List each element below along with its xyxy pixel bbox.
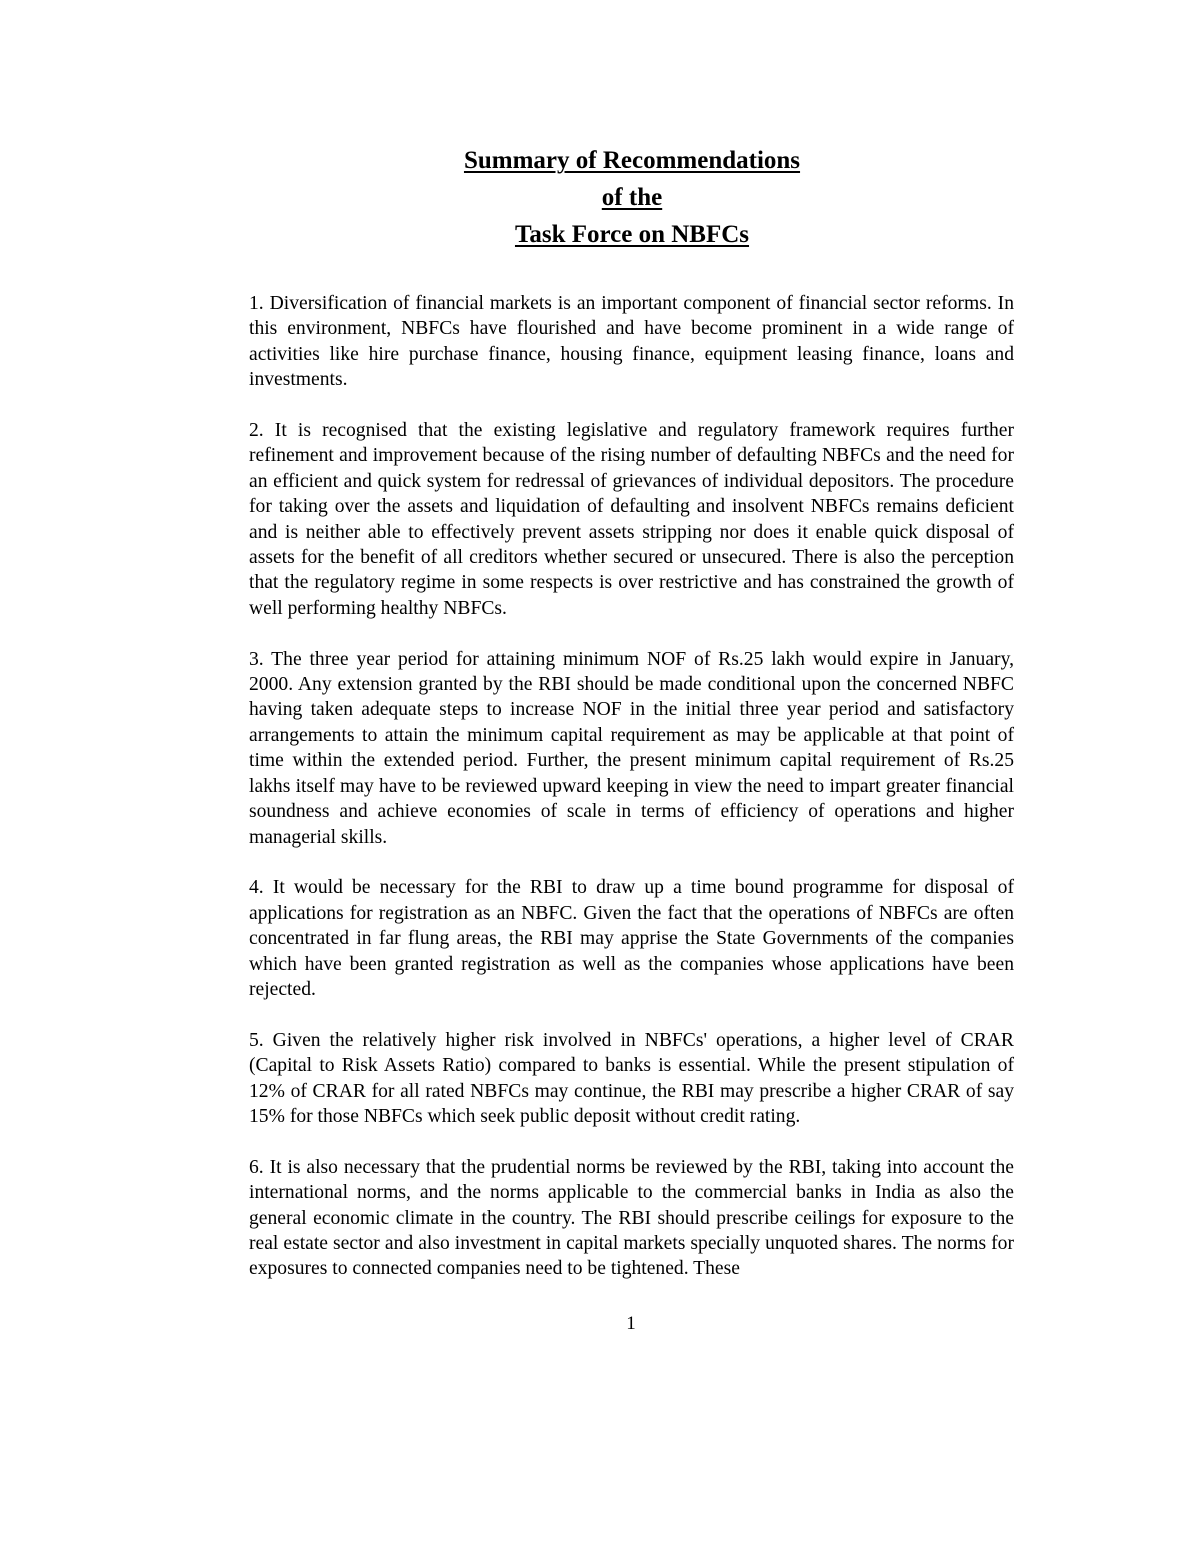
title-line-2 (0, 179, 1200, 216)
title-line-3-text: Task Force on NBFCs (514, 221, 750, 248)
document-title (0, 142, 1200, 253)
title-line-1 (0, 142, 1200, 179)
page-number: 1 (626, 1313, 636, 1334)
paragraph-4: 4. It would be necessary for the RBI to draw up a time bound programme for disposal of applications for registration as an NBFC. Given the fact that the operations of NBFCs are often concentrated in far flung areas, the RBI may apprise the State Governments of the companies which have been granted registration as well as the companies whose applications have been rejected. (249, 877, 1014, 1000)
paragraph-5: 5. Given the relatively higher risk involved in NBFCs' operations, a higher level of CRAR (Capital to Risk Assets Ratio) compared to banks is essential. While the present stipulation of 12% of CRAR for all rated NBFCs may continue, the RBI may prescribe a higher CRAR of say 15% for those NBFCs which seek public deposit without credit rating. (249, 1029, 1014, 1127)
title-line-1-text: Summary of Recommendations (463, 147, 801, 174)
paragraph-1: 1. Diversification of financial markets is an important component of financial sector reforms. In this environment, NBFCs have flourished and have become prominent in a wide range of activities like hire purchase finance, housing finance, equipment leasing finance, loans and investments. (249, 293, 1014, 391)
title-line-2-text: of the (601, 184, 663, 211)
paragraph-2: 2. It is recognised that the existing legislative and regulatory framework requires further refinement and improvement because of the rising number of defaulting NBFCs and the need for an efficient and quick system for redressal of grievances of individual depositors. The procedure for taking over the assets and liquidation of defaulting and insolvent NBFCs remains deficient and is neither able to effectively prevent assets stripping nor does it enable quick disposal of assets for the benefit of all creditors whether secured or unsecured. There is also the perception that the regulatory regime in some respects is over restrictive and has constrained the growth of well performing healthy NBFCs. (249, 420, 1014, 619)
title-line-3 (0, 216, 1200, 253)
document-body (249, 291, 1014, 1307)
paragraph-3: 3. The three year period for attaining minimum NOF of Rs.25 lakh would expire in January, 2000. Any extension granted by the RBI should be made conditional upon the concerned NBFC having taken adequate steps to increase NOF in the initial three year period and satisfactory arrangements to attain the minimum capital requirement as may be applicable at that point of time within the extended period. Further, the present minimum capital requirement of Rs.25 lakhs itself may have to be reviewed upward keeping in view the need to impart greater financial soundness and achieve economies of scale in terms of efficiency of operations and higher managerial skills. (249, 648, 1014, 848)
paragraph-6: 6. It is also necessary that the prudential norms be reviewed by the RBI, taking into account the international norms, and the norms applicable to the commercial banks in India as also the general economic climate in the country. The RBI should prescribe ceilings for exposure to the real estate sector and also investment in capital markets specially unquoted shares. The norms for exposures to connected companies need to be tightened. These (249, 1156, 1014, 1280)
